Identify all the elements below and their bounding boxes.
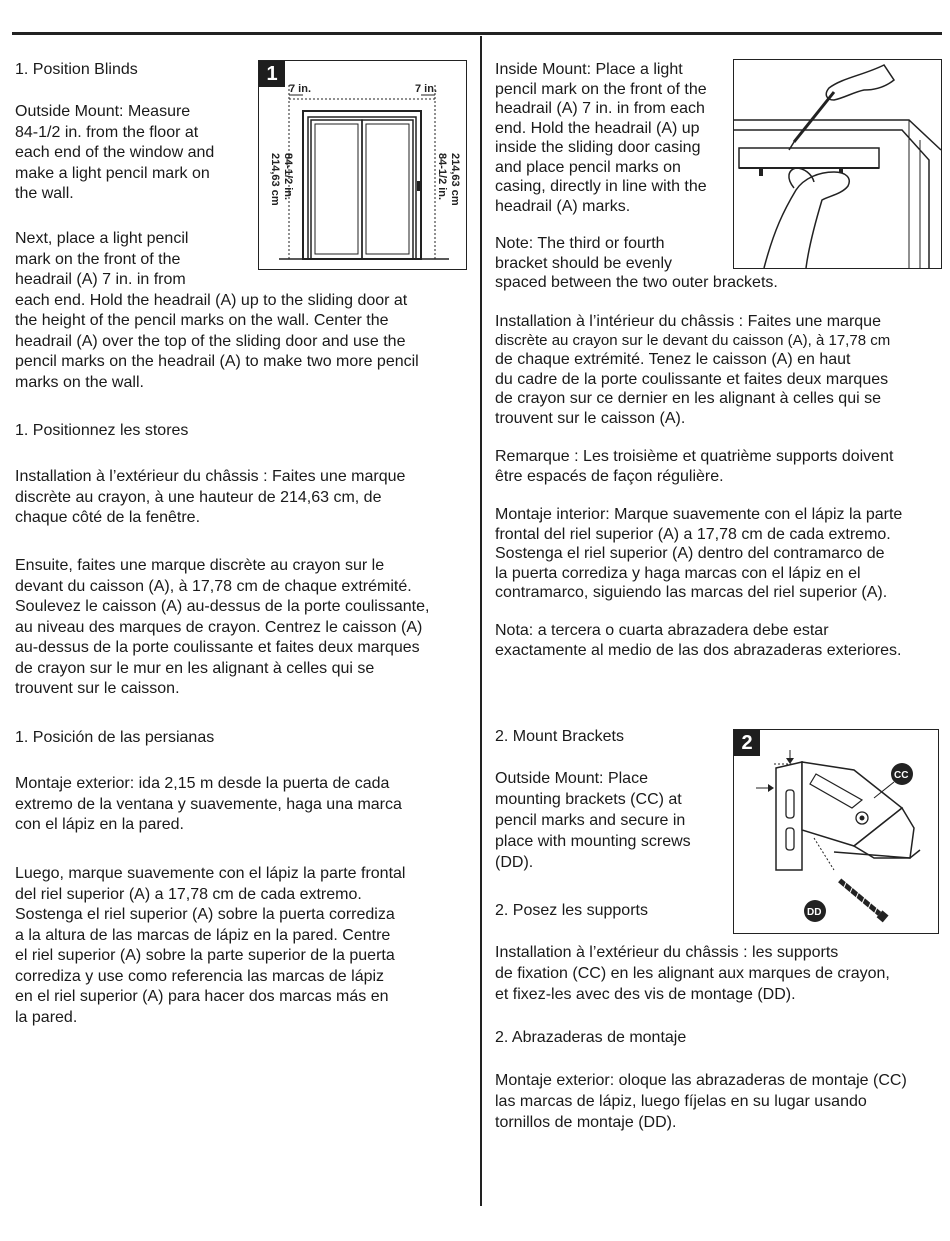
inside-mount-es-line: la puerta corrediza y haga marcas con el lápiz en el xyxy=(495,564,861,582)
hands-marking-casing-drawing xyxy=(734,60,941,268)
note-en-line: spaced between the two outer brackets. xyxy=(495,274,778,291)
outside-mount-2-es-line: tornillos de montaje (DD). xyxy=(495,1114,677,1131)
section-1-title-en: 1. Position Blinds xyxy=(15,61,138,78)
next-es-line: Sostenga el riel superior (A) sobre la puerta corrediza xyxy=(15,906,395,923)
next-fr-line: au-dessus de la porte coulissante et faites deux marques xyxy=(15,639,420,656)
next-es-line: la pared. xyxy=(15,1008,78,1026)
next-en-line: pencil marks on the headrail (A) to make two more pencil xyxy=(15,353,419,370)
next-en-line: headrail (A) 7 in. in from xyxy=(15,271,186,288)
top-rule xyxy=(12,32,942,35)
outside-mount-es-line: Montaje exterior: ida 2,15 m desde la puerta de cada xyxy=(15,775,390,792)
inside-mount-illustration xyxy=(733,59,942,269)
outside-mount-fr-line: discrète au crayon, à une hauteur de 214,63 cm, de xyxy=(15,488,382,506)
outside-mount-2-es-line: las marcas de lápiz, luego fíjelas en su lugar usando xyxy=(495,1093,867,1110)
outside-mount-2-en-line: Outside Mount: Place xyxy=(495,770,648,787)
next-en-line: marks on the wall. xyxy=(15,373,144,391)
note-fr-line: être espacés de façon régulière. xyxy=(495,467,724,485)
inside-mount-fr-line: du cadre de la porte coulissante et faites deux marques xyxy=(495,370,889,388)
outside-mount-fr-line: chaque côté de la fenêtre. xyxy=(15,509,201,526)
inside-mount-es-line: frontal del riel superior (A) a 17,78 cm de cada extremo. xyxy=(495,525,891,543)
right-offset-label: 7 in. xyxy=(415,83,438,95)
note-en-line: bracket should be evenly xyxy=(495,254,672,272)
next-en-line: each end. Hold the headrail (A) up to the sliding door at xyxy=(15,291,408,309)
next-fr-line: Soulevez le caisson (A) au-dessus de la porte coulissante, xyxy=(15,598,430,615)
outside-mount-en-line: the wall. xyxy=(15,185,74,202)
column-divider xyxy=(480,36,482,1206)
note-en-line: Note: The third or fourth xyxy=(495,235,665,252)
note-fr-line: Remarque : Les troisième et quatrième supports doivent xyxy=(495,448,894,465)
right-height-cm-label: 214,63 cm xyxy=(449,153,461,206)
next-es-line: el riel superior (A) sobre la parte superior de la puerta xyxy=(15,947,395,964)
figure-2-bracket xyxy=(733,729,939,934)
next-es-line: a la altura de las marcas de lápiz en la pared. Centre xyxy=(15,926,391,944)
inside-mount-en-line: headrail (A) 7 in. in from each xyxy=(495,100,705,117)
dd-badge-label: DD xyxy=(807,907,822,918)
figure-1-number: 1 xyxy=(259,61,285,87)
inside-mount-fr-line: discrète au crayon sur le devant du caisson (A), à 17,78 cm xyxy=(495,332,891,349)
next-fr-line: devant du caisson (A), à 17,78 cm de chaque extrémité. xyxy=(15,577,412,595)
outside-mount-2-fr-line: Installation à l’extérieur du châssis : les supports xyxy=(495,944,839,961)
next-fr-line: au niveau des marques de crayon. Centrez le caisson (A) xyxy=(15,618,423,636)
next-fr-line: de crayon sur le mur en les alignant à celles qui se xyxy=(15,659,375,677)
next-es-line: Luego, marque suavemente con el lápiz la parte frontal xyxy=(15,865,406,882)
outside-mount-es-line: con el lápiz en la pared. xyxy=(15,816,184,833)
next-en-line: the height of the pencil marks on the wall. Center the xyxy=(15,312,389,329)
sliding-door-illustration xyxy=(259,61,466,269)
outside-mount-en-line: each end of the window and xyxy=(15,144,215,161)
outside-mount-2-fr-line: de fixation (CC) en les alignant aux marques de crayon, xyxy=(495,965,890,982)
next-en-line: headrail (A) over the top of the sliding door and use the xyxy=(15,332,406,350)
next-es-line: corrediza y use como referencia las marcas de lápiz xyxy=(15,967,385,985)
inside-mount-en-line: Inside Mount: Place a light xyxy=(495,61,683,78)
inside-mount-fr-line: trouvent sur le caisson (A). xyxy=(495,409,686,427)
next-en-line: Next, place a light pencil xyxy=(15,230,189,247)
next-en-line: mark on the front of the xyxy=(15,250,181,268)
figure-1-sliding-door xyxy=(258,60,467,270)
note-es-line: Nota: a tercera o cuarta abrazadera debe estar xyxy=(495,622,829,639)
next-es-line: del riel superior (A) a 17,78 cm de cada extremo. xyxy=(15,885,362,903)
inside-mount-en-line: pencil mark on the front of the xyxy=(495,80,707,98)
left-offset-label: 7 in. xyxy=(289,83,312,95)
note-es-line: exactamente al medio de las dos abrazaderas exteriores. xyxy=(495,641,902,659)
next-fr-line: trouvent sur le caisson. xyxy=(15,680,180,697)
outside-mount-en-line: 84-1/2 in. from the floor at xyxy=(15,123,199,141)
left-height-in-label: 84-1/2 in. xyxy=(282,153,294,201)
section-2-title-en: 2. Mount Brackets xyxy=(495,728,624,745)
section-1-title-fr: 1. Positionnez les stores xyxy=(15,422,189,439)
inside-mount-fr-line: Installation à l’intérieur du châssis : Faites une marque xyxy=(495,313,881,330)
inside-mount-es-line: Montaje interior: Marque suavemente con el lápiz la parte xyxy=(495,506,903,523)
figure-2-number: 2 xyxy=(734,730,760,756)
next-fr-line: Ensuite, faites une marque discrète au crayon sur le xyxy=(15,557,385,574)
section-2-title-es: 2. Abrazaderas de montaje xyxy=(495,1029,687,1046)
inside-mount-fr-line: de chaque extrémité. Tenez le caisson (A) en haut xyxy=(495,351,851,368)
outside-mount-2-en-line: (DD). xyxy=(495,854,534,871)
inside-mount-en-line: end. Hold the headrail (A) up xyxy=(495,119,700,137)
right-height-in-label: 84-1/2 in. xyxy=(436,153,448,201)
section-2-title-fr: 2. Posez les supports xyxy=(495,902,648,919)
inside-mount-en-line: headrail (A) marks. xyxy=(495,197,631,215)
outside-mount-es-line: extremo de la ventana y suavemente, haga una marca xyxy=(15,795,402,813)
outside-mount-2-en-line: place with mounting screws xyxy=(495,833,691,850)
outside-mount-2-en-line: pencil marks and secure in xyxy=(495,812,686,829)
outside-mount-2-fr-line: et fixez-les avec des vis de montage (DD). xyxy=(495,986,796,1003)
inside-mount-es-line: contramarco, siguiendo las marcas del riel superior (A). xyxy=(495,584,888,601)
bracket-illustration xyxy=(734,730,938,933)
outside-mount-en-line: make a light pencil mark on xyxy=(15,164,210,182)
outside-mount-fr-line: Installation à l’extérieur du châssis : Faites une marque xyxy=(15,468,406,485)
inside-mount-es-line: Sostenga el riel superior (A) dentro del contramarco de xyxy=(495,545,885,562)
inside-mount-en-line: inside the sliding door casing xyxy=(495,139,701,156)
outside-mount-en-line: Outside Mount: Measure xyxy=(15,103,191,120)
inside-mount-fr-line: de crayon sur ce dernier en les alignant à celles qui se xyxy=(495,390,881,407)
inside-mount-en-line: casing, directly in line with the xyxy=(495,178,707,195)
cc-badge-label: CC xyxy=(894,770,909,781)
outside-mount-2-es-line: Montaje exterior: oloque las abrazaderas de montaje (CC) xyxy=(495,1072,907,1089)
inside-mount-en-line: and place pencil marks on xyxy=(495,158,681,176)
left-height-cm-label: 214,63 cm xyxy=(269,153,281,206)
outside-mount-2-en-line: mounting brackets (CC) at xyxy=(495,791,682,808)
section-1-title-es: 1. Posición de las persianas xyxy=(15,729,215,746)
next-es-line: en el riel superior (A) para hacer dos marcas más en xyxy=(15,988,389,1005)
